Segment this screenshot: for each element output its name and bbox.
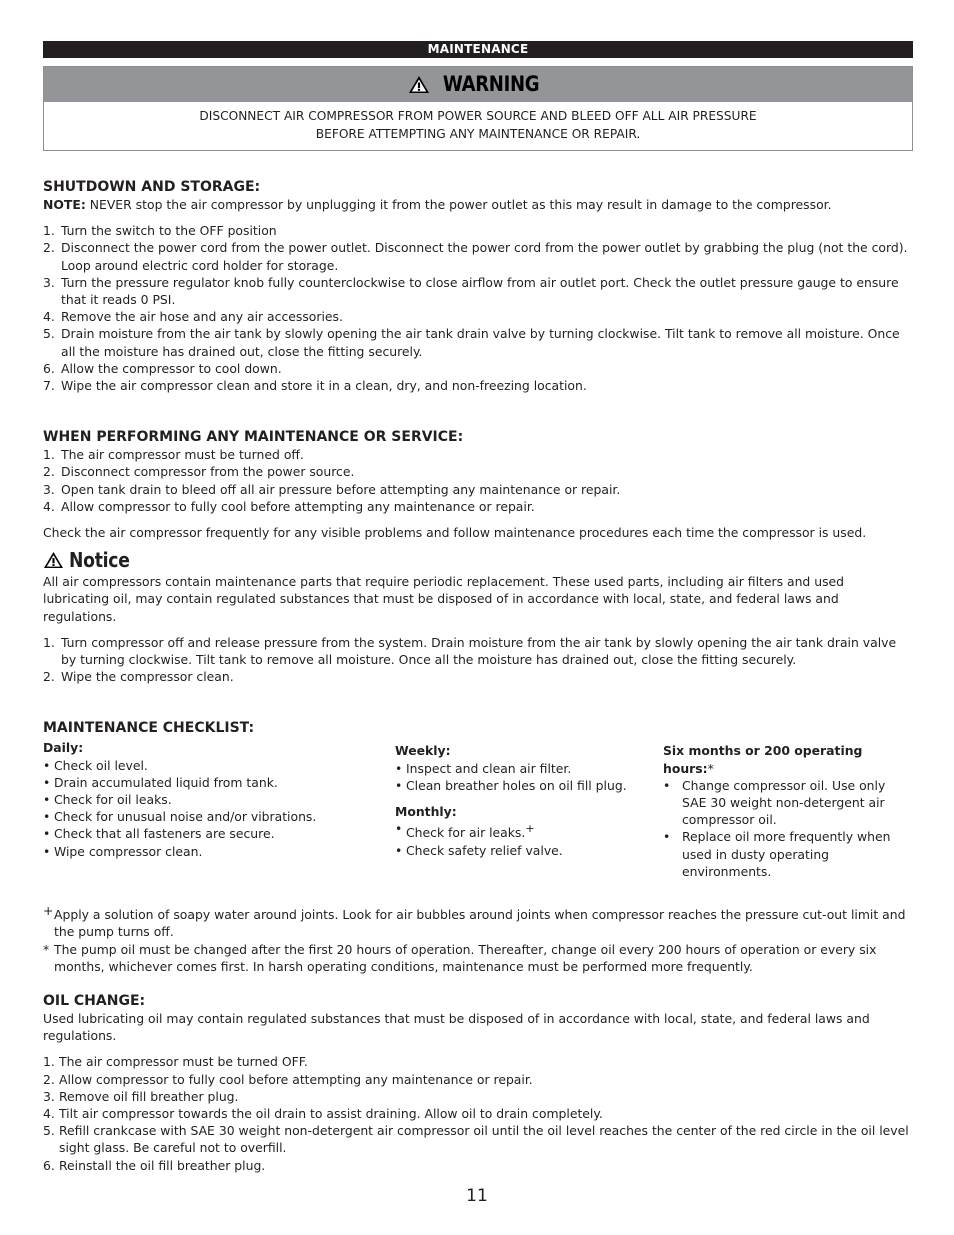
weekly-list: [395, 760, 663, 794]
notice-steps: [43, 634, 913, 686]
bullet: •: [43, 757, 51, 773]
step-text: Remove the air hose and any air accessories.: [61, 309, 343, 325]
daily-column: [43, 739, 395, 880]
list-item: [43, 843, 395, 860]
shutdown-heading: SHUTDOWN AND STORAGE:: [43, 179, 261, 195]
list-item: [663, 777, 913, 829]
list-item: [43, 325, 913, 359]
step-number: 6.: [43, 360, 55, 376]
step-text: Open tank drain to bleed off all air pressure before attempting any maintenance or repair.: [61, 481, 621, 497]
notice-section: [43, 547, 913, 685]
step-text: Reinstall the oil fill breather plug.: [59, 1157, 266, 1173]
list-item: [43, 274, 913, 308]
list-item: [395, 777, 663, 794]
list-item: [43, 808, 395, 825]
warning-header: [44, 67, 912, 102]
list-item: [43, 668, 913, 685]
weekly-label: Weekly:: [395, 743, 451, 759]
warning-triangle-icon: [43, 551, 64, 569]
step-text: Allow the compressor to cool down.: [61, 360, 282, 376]
step-text: Disconnect the power cord from the power outlet. Disconnect the power cord from the power outlet by grabbing the plug (not the cord). Loop around electric cord holder for storage.: [61, 240, 908, 273]
list-item: [43, 1088, 913, 1105]
monthly-list: [395, 820, 663, 859]
checklist-heading: MAINTENANCE CHECKLIST:: [43, 720, 255, 737]
checklist-section: [43, 719, 913, 880]
notice-text: All air compressors contain maintenance parts that require periodic replacement. These used parts, including air filters and used lubricating oil, may contain regulated substances that must be disposed of in accordance with local, state, and federal laws and regulations.: [43, 574, 845, 624]
footnote-text: Apply a solution of soapy water around joints. Look for air bubbles around joints when compressor reaches the pressure cut-out limit and the pump turns off.: [54, 907, 906, 940]
list-item: [43, 825, 395, 842]
bullet: •: [43, 843, 51, 859]
oil-change-intro: Used lubricating oil may contain regulated substances that must be disposed of in accordance with local, state, and federal laws and regulations.: [43, 1010, 870, 1044]
step-number: 3.: [43, 1088, 55, 1104]
step-number: 6.: [43, 1157, 55, 1173]
item-text: Clean breather holes on oil fill plug.: [406, 777, 627, 793]
shutdown-section: [43, 178, 913, 394]
bullet: •: [43, 809, 51, 825]
step-text: Allow compressor to fully cool before attempting any maintenance or repair.: [59, 1071, 533, 1087]
list-item: [43, 1157, 913, 1174]
step-number: 3.: [43, 481, 55, 497]
sixmonth-label: [663, 742, 913, 776]
list-item: [43, 1105, 913, 1122]
warning-title: WARNING: [443, 71, 540, 96]
bullet: •: [663, 829, 671, 845]
step-text: Turn the pressure regulator knob fully counterclockwise to close airflow from air outlet port. Check the outlet pressure gauge to ensure that it reads 0 PSI.: [61, 274, 899, 308]
manual-page: [43, 41, 913, 1174]
step-number: 1.: [43, 447, 55, 463]
bullet: •: [395, 821, 403, 837]
item-text: Drain accumulated liquid from tank.: [54, 774, 278, 790]
item-text: Replace oil more frequently when used in dusty operating environments.: [682, 829, 891, 879]
step-text: Disconnect compressor from the power source.: [61, 464, 355, 480]
step-number: 4.: [43, 1105, 55, 1121]
item-text: Check oil level.: [54, 757, 148, 773]
oil-change-steps: [43, 1053, 913, 1173]
step-text: Allow compressor to fully cool before attempting any maintenance or repair.: [61, 498, 535, 514]
item-text: Check for oil leaks.: [54, 792, 172, 808]
bullet: •: [395, 777, 403, 793]
list-item: [43, 446, 913, 463]
service-heading: WHEN PERFORMING ANY MAINTENANCE OR SERVICE:: [43, 429, 464, 446]
daily-label: Daily:: [43, 740, 84, 756]
page-number: 11: [466, 1186, 488, 1206]
step-text: Wipe the air compressor clean and store it in a clean, dry, and non-freezing location.: [61, 378, 587, 394]
bullet: •: [43, 774, 51, 790]
bullet: •: [43, 826, 51, 842]
step-text: Turn compressor off and release pressure from the system. Drain moisture from the air tank by slowly opening the air tank drain valve by turning clockwise. Tilt tank to remove all moisture. Once all the moisture has drained out, close the fitting securely.: [61, 634, 897, 668]
step-number: 2.: [43, 1071, 55, 1087]
list-item: [43, 222, 913, 239]
sixmonth-column: [663, 739, 913, 880]
item-text: Inspect and clean air filter.: [406, 760, 572, 776]
list-item: [43, 498, 913, 515]
list-item: [43, 377, 913, 394]
oil-change-section: [43, 992, 913, 1174]
list-item: [43, 791, 395, 808]
step-number: 4.: [43, 309, 55, 325]
step-number: 2.: [43, 669, 55, 685]
footnote-mark: +: [525, 822, 535, 836]
note-label: NOTE:: [43, 197, 86, 212]
bullet: •: [663, 777, 671, 793]
list-item: [43, 1122, 913, 1156]
item-text: Change compressor oil. Use only SAE 30 weight non-detergent air compressor oil.: [682, 777, 886, 828]
step-number: 2.: [43, 464, 55, 480]
warning-triangle-icon: [408, 75, 430, 94]
footnote-mark: *: [707, 760, 714, 776]
item-text: Check for unusual noise and/or vibrations.: [54, 809, 317, 825]
step-number: 1.: [43, 634, 55, 650]
list-item: [43, 308, 913, 325]
footnote-mark: +: [43, 903, 54, 919]
daily-list: [43, 757, 395, 860]
list-item: [43, 634, 913, 668]
list-item: [43, 360, 913, 377]
step-text: Drain moisture from the air tank by slowly opening the air tank drain valve by turning clockwise. Tilt tank to remove all moisture. Once all the moisture has drained out, close the fitting securely.: [61, 326, 900, 359]
step-text: Tilt air compressor towards the oil drain to assist draining. Allow oil to drain completely.: [59, 1105, 603, 1121]
item-text: Wipe compressor clean.: [54, 843, 203, 859]
service-section: [43, 428, 913, 541]
step-text: Turn the switch to the OFF position: [61, 223, 277, 239]
step-text: Wipe the compressor clean.: [61, 669, 234, 685]
list-item: [395, 820, 663, 841]
step-number: 4.: [43, 498, 55, 514]
list-item: [43, 774, 395, 791]
item-text: Check safety relief valve.: [406, 842, 563, 858]
sixmonth-list: [663, 777, 913, 880]
list-item: [43, 481, 913, 498]
list-item: [663, 828, 913, 880]
footnotes: [43, 903, 913, 975]
list-item: [43, 757, 395, 774]
warning-line-1: DISCONNECT AIR COMPRESSOR FROM POWER SOURCE AND BLEED OFF ALL AIR PRESSURE: [199, 109, 757, 123]
oil-change-heading: OIL CHANGE:: [43, 992, 146, 1009]
item-text: Check that all fasteners are secure.: [54, 826, 275, 842]
item-text: Check for air leaks.: [406, 825, 526, 841]
warning-box: [43, 66, 913, 151]
service-check-text: Check the air compressor frequently for any visible problems and follow maintenance procedures each time the compressor is used.: [43, 525, 867, 541]
weekly-monthly-column: [395, 739, 663, 880]
checklist-columns: [43, 739, 913, 880]
list-item: [395, 760, 663, 777]
notice-header: [43, 547, 913, 573]
bullet: •: [395, 760, 403, 776]
warning-text: [44, 102, 912, 150]
bullet: •: [43, 792, 51, 808]
list-item: [43, 1071, 913, 1088]
step-number: 1.: [43, 1054, 55, 1070]
shutdown-steps: [43, 222, 913, 394]
step-number: 3.: [43, 274, 55, 290]
step-text: The air compressor must be turned off.: [61, 447, 304, 463]
footnote: [43, 903, 913, 940]
step-text: Refill crankcase with SAE 30 weight non-detergent air compressor oil until the oil level reaches the center of the red circle in the oil level sight glass. Be careful not to overfill.: [59, 1123, 909, 1156]
notice-title: Notice: [69, 547, 130, 572]
note-text: NEVER stop the air compressor by unplugging it from the power outlet as this may result in damage to the compressor.: [85, 197, 832, 212]
bullet: •: [395, 842, 403, 858]
step-number: 5.: [43, 326, 55, 342]
list-item: [395, 842, 663, 859]
footnote-text: The pump oil must be changed after the first 20 hours of operation. Thereafter, change oil every 200 hours of operation or every six months, whichever comes first. In harsh operating conditions, maintenance must be performed more frequently.: [54, 941, 877, 974]
warning-line-2: BEFORE ATTEMPTING ANY MAINTENANCE OR REPAIR.: [315, 127, 641, 141]
shutdown-note: [43, 196, 913, 213]
step-number: 1.: [43, 223, 55, 239]
footnote-mark: *: [43, 941, 50, 957]
list-item: [43, 463, 913, 480]
step-text: Remove oil fill breather plug.: [59, 1088, 239, 1104]
list-item: [43, 239, 913, 273]
footnote: [43, 941, 913, 975]
sixmonth-label-text: Six months or 200 operating hours:: [663, 743, 863, 776]
step-number: 5.: [43, 1123, 55, 1139]
section-header-bar: MAINTENANCE: [43, 41, 913, 58]
step-text: The air compressor must be turned OFF.: [59, 1054, 308, 1070]
list-item: [43, 1053, 913, 1070]
monthly-label: Monthly:: [395, 804, 457, 820]
step-number: 2.: [43, 240, 55, 256]
service-steps: [43, 446, 913, 515]
step-number: 7.: [43, 378, 55, 394]
